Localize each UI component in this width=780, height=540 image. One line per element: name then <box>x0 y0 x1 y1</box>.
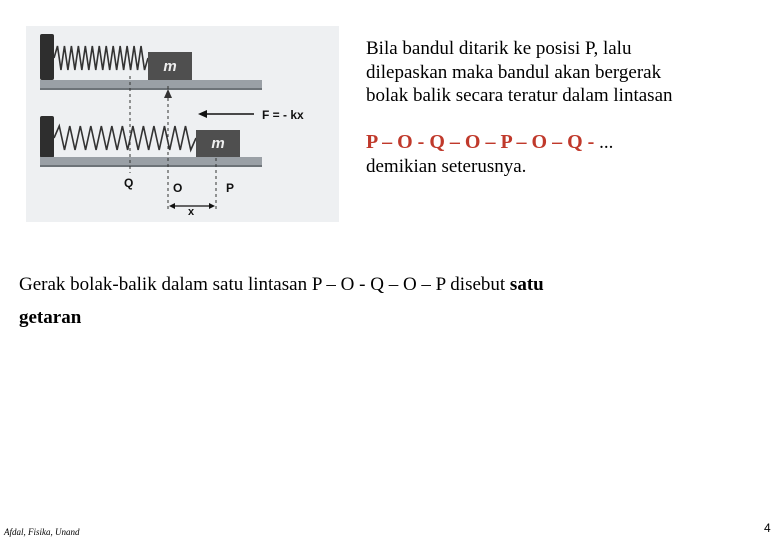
spring-mass-diagram <box>26 26 339 222</box>
para1-line5: demikian seterusnya. <box>366 155 527 177</box>
label-o: O <box>173 181 183 195</box>
para2-text: Gerak bolak-balik dalam satu lintasan P – O - Q – O – P disebut <box>19 274 506 295</box>
oscillation-sequence: P – O - Q – O – P – O – Q - <box>366 131 595 153</box>
bottom-wall <box>40 116 54 158</box>
para2-bold-satu: satu <box>509 274 544 295</box>
footer-author: Afdal, Fisika, Unand <box>4 527 80 537</box>
page-number: 4 <box>764 521 771 535</box>
bottom-mass-label: m <box>211 135 225 152</box>
label-q: Q <box>124 176 134 190</box>
top-mass-label: m <box>163 58 177 75</box>
definition-paragraph <box>19 268 739 334</box>
para2-bold-getaran: getaran <box>19 307 82 328</box>
para1-line2: dilepaskan maka bandul akan bergerak <box>366 61 662 83</box>
force-label: F = - kx <box>262 108 304 122</box>
bottom-track-shadow <box>40 165 262 167</box>
label-x: x <box>188 206 195 218</box>
explanation-paragraph <box>366 37 766 178</box>
para1-line3: bolak balik secara teratur dalam lintasan <box>366 85 673 106</box>
top-wall <box>40 34 54 80</box>
para1-line1: Bila bandul ditarik ke posisi P, lalu <box>366 38 632 59</box>
top-track-shadow <box>40 88 262 90</box>
label-p: P <box>226 181 235 195</box>
sequence-ellipsis: ... <box>599 132 614 153</box>
